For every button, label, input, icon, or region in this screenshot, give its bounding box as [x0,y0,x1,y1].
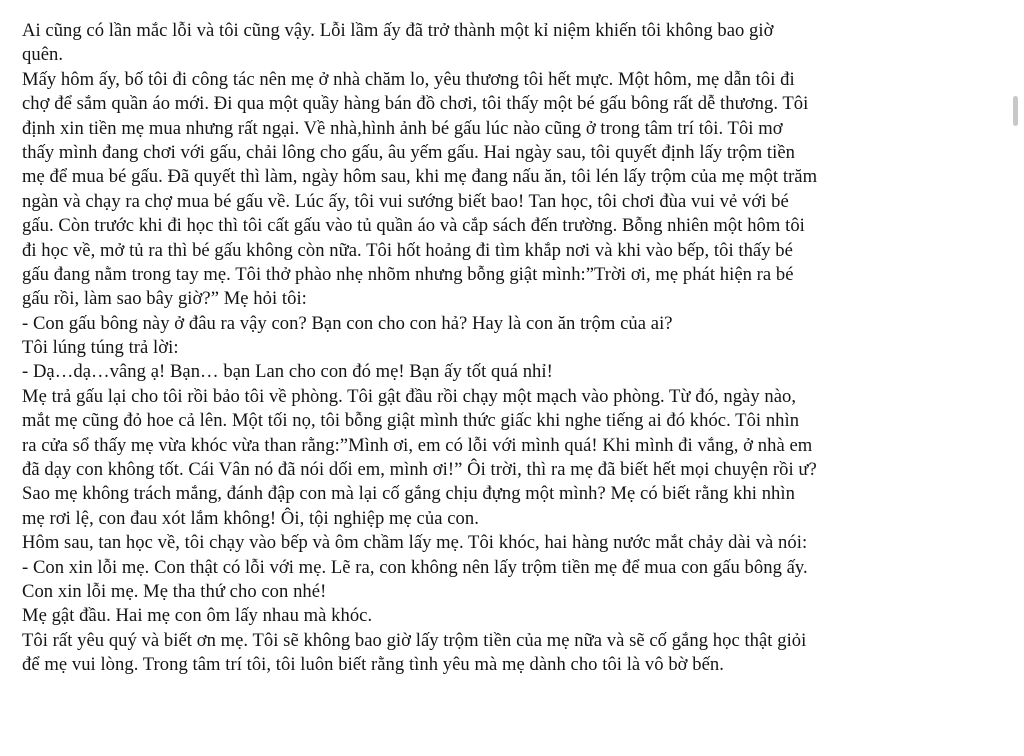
text-line: ngàn và chạy ra chợ mua bé gấu về. Lúc ấy, tôi vui sướng biết bao! Tan học, tôi chơi đùa vui vẻ với bé [22,190,789,212]
text-line: - Con xin lỗi mẹ. Con thật có lỗi với mẹ. Lẽ ra, con không nên lấy trộm tiền mẹ để mua con gấu bông ấy. [22,556,808,578]
text-line: quên. [22,44,64,66]
text-line: để mẹ vui lòng. Trong tâm trí tôi, tôi luôn biết rằng tình yêu mà mẹ dành cho tôi là vô bờ bến. [22,654,724,676]
document-text [22,19,1012,678]
text-line: ra cửa sổ thấy mẹ vừa khóc vừa than rằng:”Mình ơi, em có lỗi với mình quá! Khi mình đi vắng, ở nhà em [22,434,813,456]
text-line: thấy mình đang chơi với gấu, chải lông cho gấu, âu yếm gấu. Hai ngày sau, tôi quyết định lấy trộm tiền [22,141,795,163]
text-line: Sao mẹ không trách mắng, đánh đập con mà lại cố gắng chịu đựng một mình? Mẹ có biết rằng khi nhìn [22,483,795,505]
scrollbar-thumb[interactable] [1013,96,1018,126]
text-line: Mẹ gật đầu. Hai mẹ con ôm lấy nhau mà khóc. [22,605,373,627]
text-line: mắt mẹ cũng đỏ hoe cả lên. Một tối nọ, tôi bỗng giật mình thức giấc khi nghe tiếng ai đó khóc. Tôi nhìn [22,410,800,432]
text-line: Mẹ trả gấu lại cho tôi rồi bảo tôi về phòng. Tôi gật đầu rồi chạy một mạch vào phòng. Từ đó, ngày nào, [22,385,797,407]
text-line: đi học về, mở tủ ra thì bé gấu không còn nữa. Tôi hốt hoảng đi tìm khắp nơi và khi vào bếp, tôi thấy bé [22,239,793,261]
text-line: chợ để sắm quần áo mới. Đi qua một quầy hàng bán đồ chơi, tôi thấy một bé gấu bông rất dễ thương. Tôi [22,93,809,115]
text-line: mẹ để mua bé gấu. Đã quyết thì làm, ngày hôm sau, khi mẹ đang nấu ăn, tôi lén lấy trộm của mẹ một trăm [22,166,818,188]
text-line: Tôi rất yêu quý và biết ơn mẹ. Tôi sẽ không bao giờ lấy trộm tiền của mẹ nữa và sẽ cố gắng học thật giỏi [22,629,807,651]
text-line: Tôi lúng túng trả lời: [22,337,179,359]
text-line: - Con gấu bông này ở đâu ra vậy con? Bạn con cho con hả? Hay là con ăn trộm của ai? [22,312,673,334]
text-line: mẹ rơi lệ, con đau xót lắm không! Ôi, tội nghiệp mẹ của con. [22,507,479,529]
text-line: gấu. Còn trước khi đi học thì tôi cất gấu vào tủ quần áo và cắp sách đến trường. Bỗng nhiên một hôm tôi [22,215,805,237]
text-line: - Dạ…dạ…vâng ạ! Bạn… bạn Lan cho con đó mẹ! Bạn ấy tốt quá nhỉ! [22,361,553,383]
text-line: đã dạy con không tốt. Cái Vân nó đã nói dối em, mình ơi!” Ôi trời, thì ra mẹ đã biết hết mọi chuyện rồi ư? [22,459,817,481]
text-line: Con xin lỗi mẹ. Mẹ tha thứ cho con nhé! [22,580,327,602]
text-line: Hôm sau, tan học về, tôi chạy vào bếp và ôm chầm lấy mẹ. Tôi khóc, hai hàng nước mắt chảy dài và nói: [22,532,808,554]
text-line: Mấy hôm ấy, bố tôi đi công tác nên mẹ ở nhà chăm lo, yêu thương tôi hết mực. Một hôm, mẹ dẫn tôi đi [22,68,795,90]
text-line: gấu rồi, làm sao bây giờ?” Mẹ hỏi tôi: [22,288,307,310]
text-line: Ai cũng có lần mắc lỗi và tôi cũng vậy. Lỗi lầm ấy đã trở thành một kỉ niệm khiến tôi không bao giờ [22,20,774,41]
text-line: gấu đang nằm trong tay mẹ. Tôi thở phào nhẹ nhõm nhưng bỗng giật mình:”Trời ơi, mẹ phát hiện ra bé [22,263,794,285]
text-line: định xin tiền mẹ mua nhưng rất ngại. Về nhà,hình ảnh bé gấu lúc nào cũng ở trong tâm trí tôi. Tôi mơ [22,117,783,139]
